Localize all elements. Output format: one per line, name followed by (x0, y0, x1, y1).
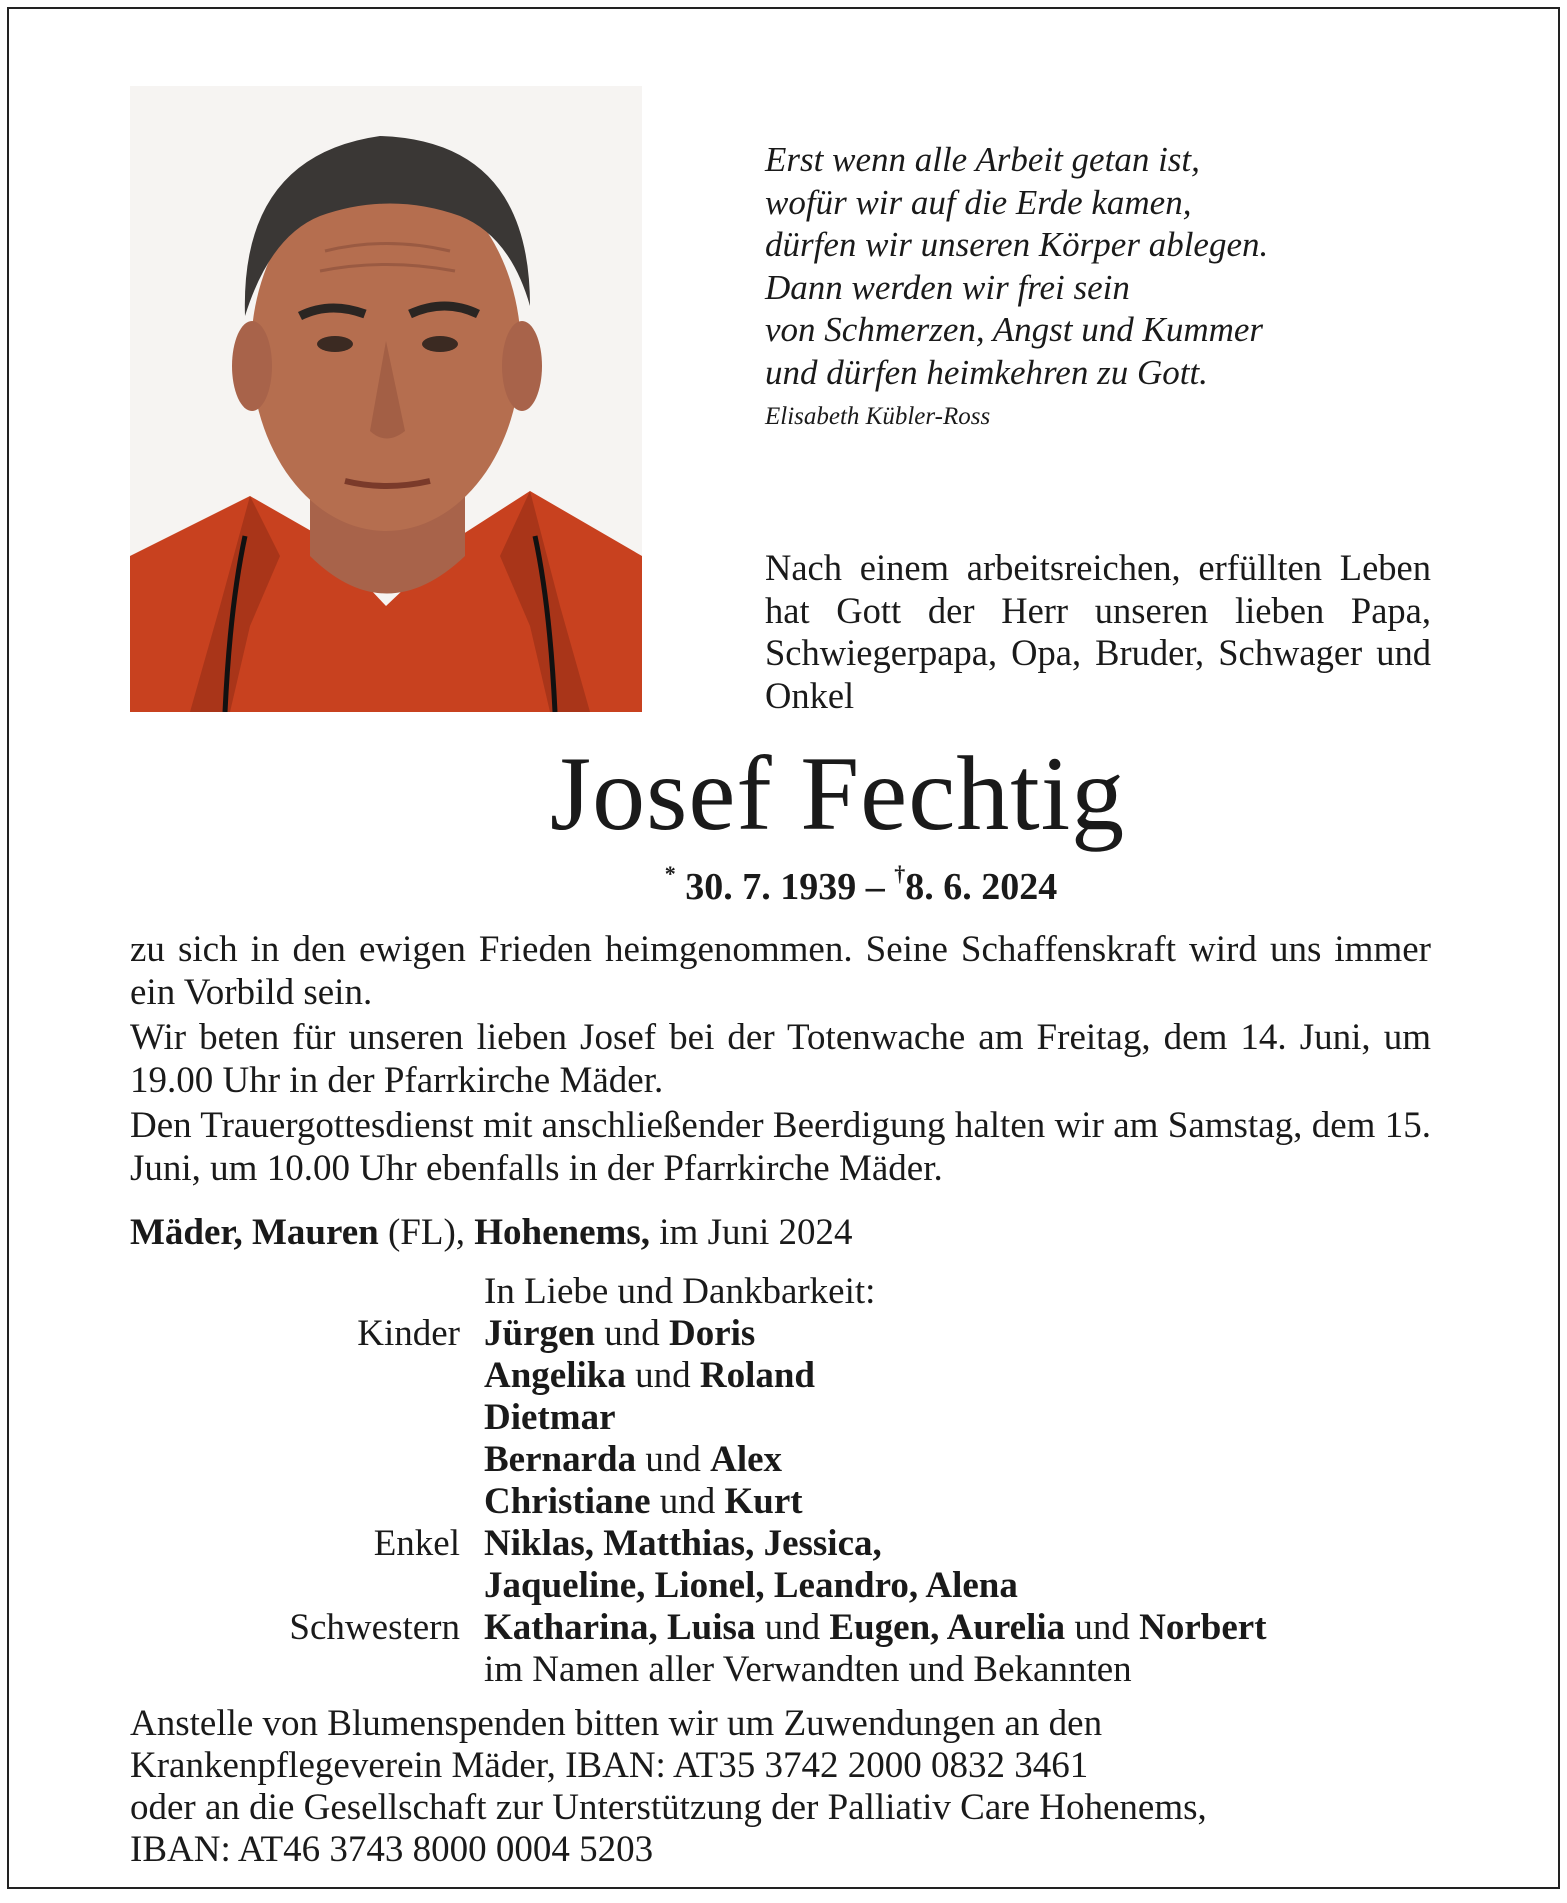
obituary-page (7, 7, 1560, 1889)
place-and-date (130, 1212, 853, 1254)
place-towns: Hohenems, (474, 1212, 651, 1253)
quote-author: Elisabeth Kübler-Ross (765, 403, 991, 430)
mourners-closing: im Namen aller Verwandten und Bekannten (484, 1649, 1132, 1690)
birth-symbol: * (664, 861, 676, 887)
donation-line: IBAN: AT46 3743 8000 0004 5203 (130, 1829, 654, 1870)
quote (765, 139, 1465, 394)
donation-line: Anstelle von Blumenspenden bitten wir um Zuwendungen an den (130, 1703, 1103, 1744)
place-towns: Mäder, Mauren (130, 1212, 379, 1253)
donation-line: oder an die Gesellschaft zur Unterstützung der Palliativ Care Hohenems, (130, 1787, 1207, 1828)
portrait-photo (130, 86, 642, 712)
kinder-entry: Angelika und Roland (484, 1355, 816, 1396)
kinder-entry: Jürgen und Doris (484, 1313, 756, 1354)
place-date: im Juni 2024 (650, 1212, 853, 1253)
kinder-entry: Christiane und Kurt (484, 1481, 803, 1522)
schwestern-entry: Katharina, Luisa und Eugen, Aurelia und Norbert (484, 1607, 1267, 1648)
body-paragraph: Den Trauergottesdienst mit anschließender Beerdigung halten wir am Samstag, dem 15. Juni, um 10.00 Uhr ebenfalls in der Pfarrkirche Mäder. (130, 1105, 1431, 1189)
life-dates (9, 861, 1558, 909)
quote-line: Erst wenn alle Arbeit getan ist, (765, 140, 1200, 179)
enkel-label: Enkel (373, 1523, 460, 1564)
mourners-list (130, 1271, 1450, 1691)
enkel-entry: Jaqueline, Lionel, Leandro, Alena (484, 1565, 1018, 1606)
quote-line: von Schmerzen, Angst und Kummer (765, 310, 1264, 349)
kinder-entry: Bernarda und Alex (484, 1439, 783, 1480)
obituary-body (130, 929, 1431, 1193)
donation-note (130, 1703, 1450, 1871)
kinder-label: Kinder (357, 1313, 460, 1354)
deceased-name: Josef Fechtig (549, 735, 1126, 852)
donation-line: Krankenpflegeverein Mäder, IBAN: AT35 3742 2000 0832 3461 (130, 1745, 1089, 1786)
death-date: 8. 6. 2024 (905, 866, 1058, 908)
body-paragraph: zu sich in den ewigen Frieden heimgenommen. Seine Schaffenskraft wird uns immer ein Vorbild sein. (130, 929, 1431, 1013)
death-symbol: † (894, 861, 906, 887)
schwestern-label: Schwestern (289, 1607, 460, 1648)
body-paragraph: Wir beten für unseren lieben Josef bei der Totenwache am Freitag, dem 14. Juni, um 19.00 Uhr in der Pfarrkirche Mäder. (130, 1017, 1431, 1101)
mourners-intro: In Liebe und Dankbarkeit: (484, 1271, 876, 1312)
date-separator: – (865, 866, 885, 908)
birth-date: 30. 7. 1939 (685, 866, 857, 908)
quote-line: Dann werden wir frei sein (765, 267, 1130, 307)
enkel-entry: Niklas, Matthias, Jessica, (484, 1523, 882, 1564)
quote-line: und dürfen heimkehren zu Gott. (765, 352, 1208, 392)
quote-line: dürfen wir unseren Körper ablegen. (765, 225, 1269, 264)
place-country: (FL), (378, 1212, 475, 1253)
quote-line: wofür wir auf die Erde kamen, (765, 182, 1192, 222)
kinder-entry: Dietmar (484, 1397, 616, 1438)
intro-text: Nach einem arbeitsreichen, erfüllten Leben hat Gott der Herr unseren lieben Papa, Schwiegerpapa, Opa, Bruder, Schwager und Onkel (765, 547, 1431, 716)
